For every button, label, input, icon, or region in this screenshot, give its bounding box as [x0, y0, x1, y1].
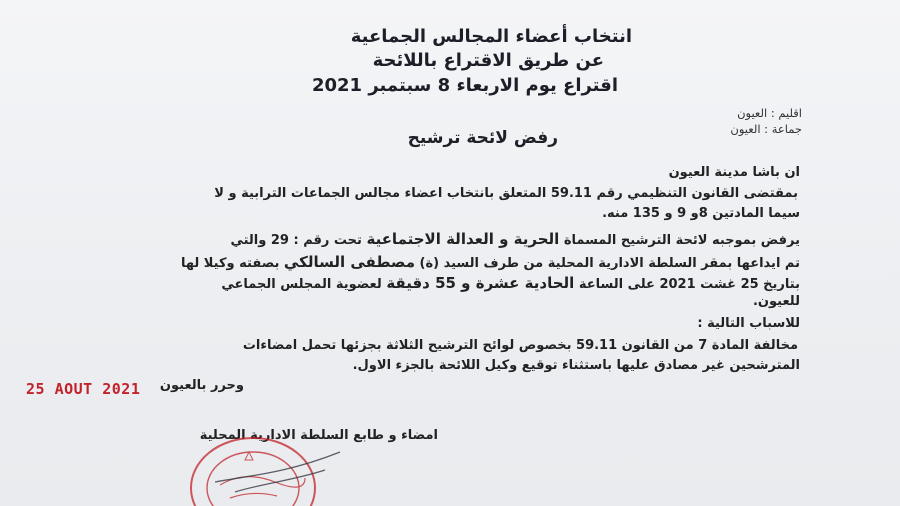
addressee: ان باشا مدينة العيون	[668, 165, 800, 180]
commune-label: جماعة : العيون	[730, 122, 802, 136]
header-line-2: عن طريق الاقتراع باللائحة	[372, 50, 604, 71]
decision-line-4: للعيون.	[752, 294, 800, 309]
submission-time: الحادية عشرة و 55 دقيقة	[386, 274, 575, 292]
reasons-heading: للاسباب التالية :	[697, 316, 800, 331]
closing-place: وحرر بالعيون	[159, 378, 244, 393]
date-stamp: 25 AOUT 2021	[26, 380, 141, 398]
list-name: الحرية و العدالة الاجتماعية	[366, 230, 560, 248]
header-line-3: اقتراع يوم الاربعاء 8 سبتمبر 2021	[311, 75, 618, 96]
law-reference-line-2: سيما المادتين 8و 9 و 135 منه.	[602, 206, 800, 221]
decision-line-1	[230, 230, 800, 248]
decision-line-1-post: تحت رقم : 29 والتي	[230, 233, 362, 248]
province-label: اقليم : العيون	[737, 106, 802, 120]
signature-caption: امضاء و طابع السلطة الادارية المحلية	[199, 428, 438, 443]
header-line-1: انتخاب أعضاء المجالس الجماعية	[350, 26, 632, 47]
reasons-line-1: مخالفة المادة 7 من القانون 59.11 بخصوص لوائح الترشيح الثلاثة بجزئها تحمل امضاءات	[242, 338, 798, 353]
agent-name: مصطفى السالكي	[283, 253, 415, 271]
official-seal-icon	[175, 430, 345, 506]
decision-line-3-post: لعضوية المجلس الجماعي	[221, 277, 382, 292]
decision-line-2-post: بصفته وكيلا لها	[180, 256, 280, 271]
decision-line-2	[181, 253, 800, 271]
decision-line-1-pre: يرفض بموجبه لائحة الترشيح المسماة	[563, 233, 800, 248]
reasons-line-2: المترشحين غير مصادق عليها باستثناء توقيع وكيل اللائحة بالجزء الاول.	[352, 358, 800, 373]
decision-line-2-pre: تم ايداعها بمقر السلطة الادارية المحلية من طرف السيد (ة)	[419, 256, 800, 271]
decision-line-3-pre: بتاريخ 25 غشت 2021 على الساعة	[578, 277, 800, 292]
document-title: رفض لائحة ترشيح	[407, 128, 558, 148]
decision-line-3	[221, 274, 800, 292]
law-reference-line-1: بمقتضى القانون التنظيمي رقم 59.11 المتعلق بانتخاب اعضاء مجالس الجماعات الترابية و لا	[214, 186, 798, 201]
